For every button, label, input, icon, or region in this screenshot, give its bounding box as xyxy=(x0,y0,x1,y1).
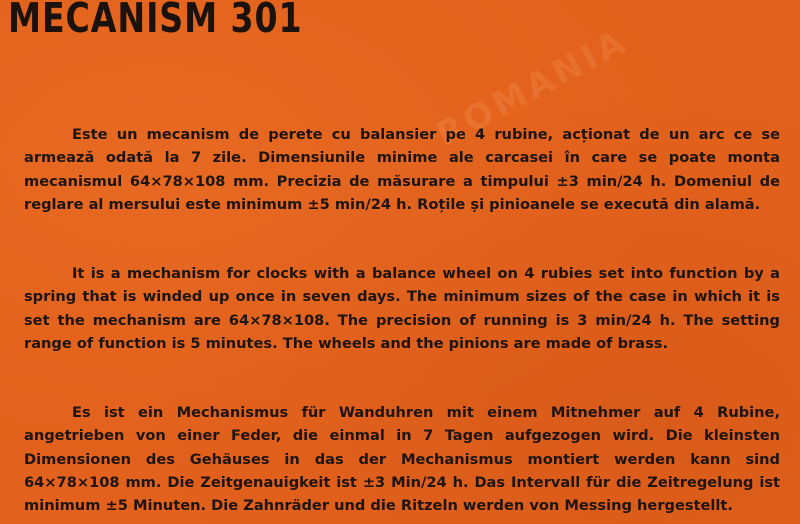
paragraph-romanian: Este un mecanism de perete cu balansier pe 4 rubine, acționat de un arc ce se armează odată la 7 zile. Dimensiunile minime ale carcasei în care se poate monta mecanismul 64×78×108 mm. Precizia de măsurare a timpului ±3 min/24 h. Domeniul de reglare al mersului este minimum ±5 min/24 h. Roțile și pinioanele se execută din alamă. xyxy=(24,126,780,213)
page-title: MECANISM 301 xyxy=(8,0,303,42)
paragraph-german: Es ist ein Mechanismus für Wanduhren mit einem Mitnehmer auf 4 Rubine, angetrieben von einer Feder, die einmal in 7 Tagen aufgezogen wird. Die kleinsten Dimensionen des Gehäuses in das der Mechanismus montiert werden kann sind 64×78×108 mm. Die Zeitgenauigkeit ist ±3 Min/24 h. Das Intervall für die Zeitregelung ist minimum ±5 Minuten. Die Zahnräder und die Ritzeln werden von Messing hergestellt. xyxy=(24,404,780,515)
watermark: ROMANIA xyxy=(430,21,635,156)
paragraph-english: It is a mechanism for clocks with a balance wheel on 4 rubies set into function by a spring that is winded up once in seven days. The minimum sizes of the case in which it is set the mechanism are 64×78×108. The precision of running is 3 min/24 h. The setting range of function is 5 minutes. The wheels and the pinions are made of brass. xyxy=(24,265,780,352)
